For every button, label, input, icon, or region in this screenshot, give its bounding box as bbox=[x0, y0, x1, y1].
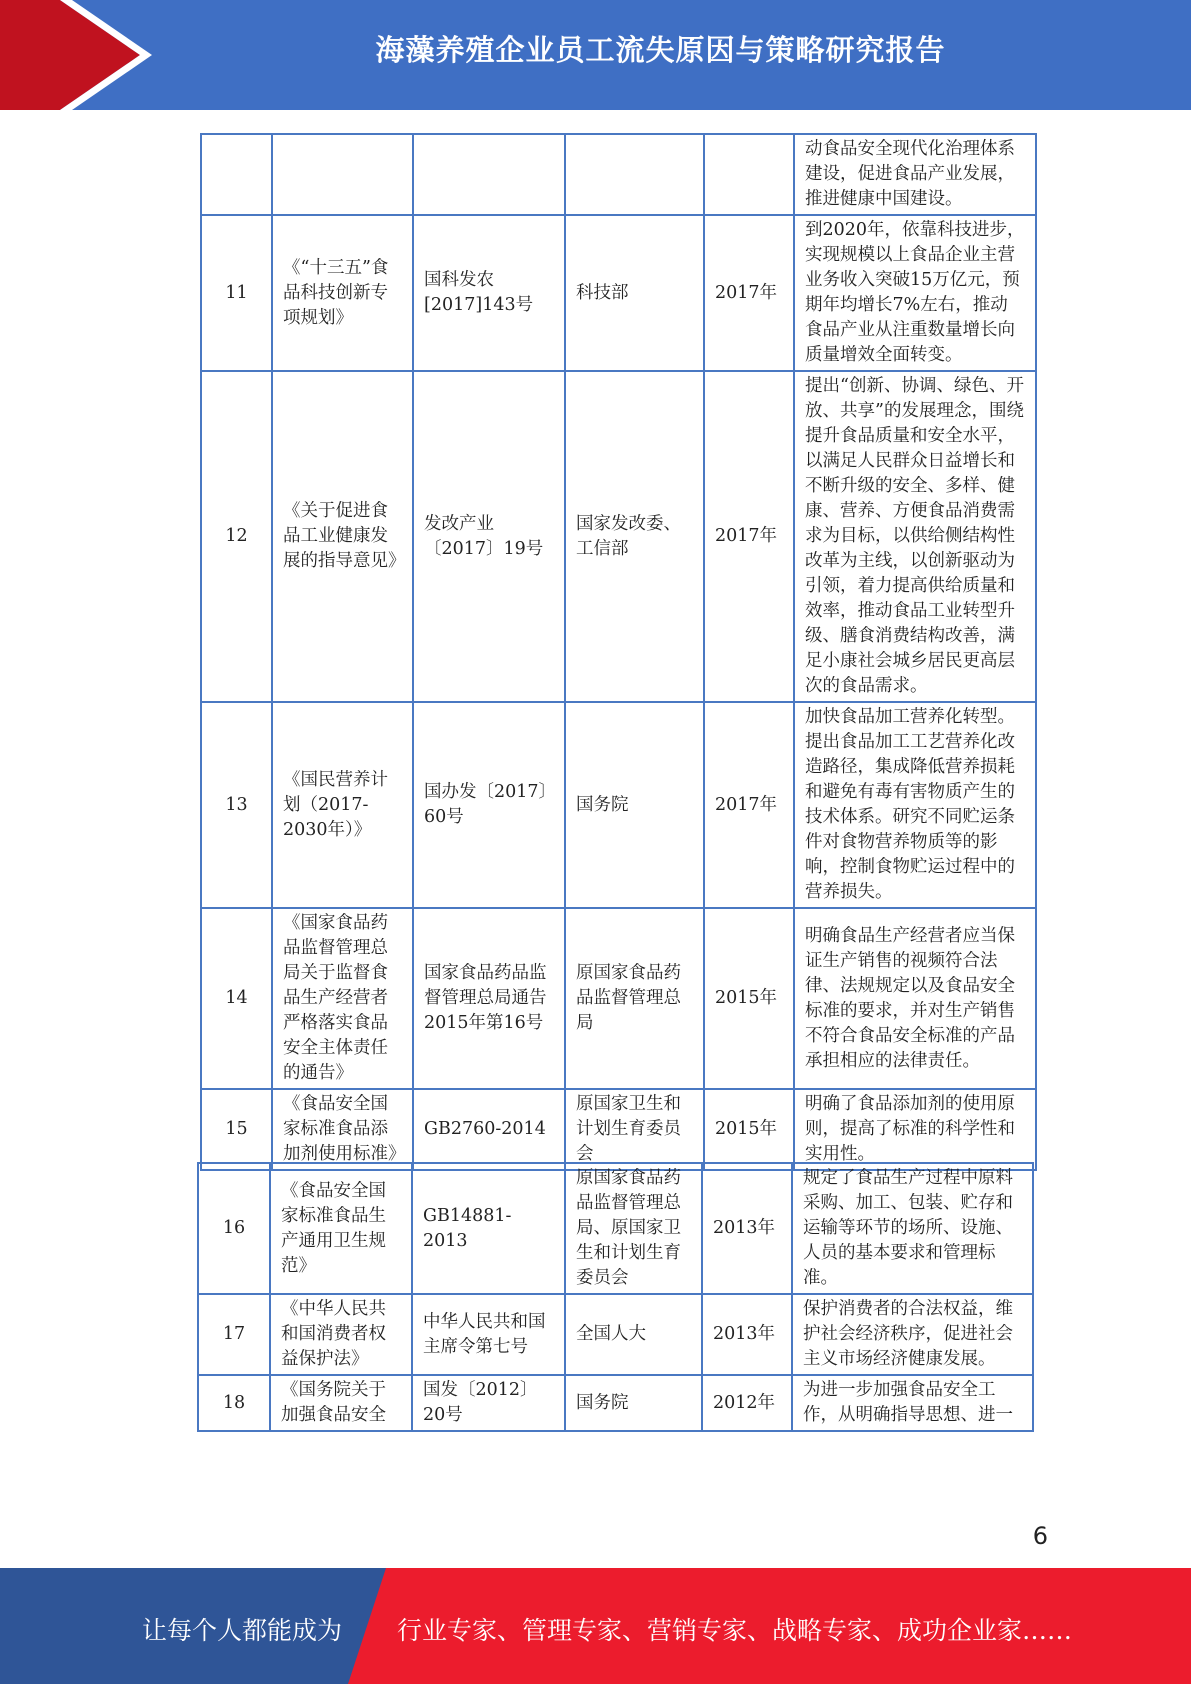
page-number: 6 bbox=[1032, 1522, 1048, 1550]
row-number: 11 bbox=[201, 215, 272, 371]
document-number: 国办发〔2017〕60号 bbox=[413, 702, 565, 908]
issue-year: 2017年 bbox=[704, 702, 794, 908]
issuing-authority: 国家发改委、工信部 bbox=[565, 371, 704, 702]
policy-content: 明确了食品添加剂的使用原则，提高了标准的科学性和实用性。 bbox=[794, 1089, 1036, 1170]
row-number: 18 bbox=[198, 1375, 270, 1431]
table-row bbox=[198, 1163, 1033, 1294]
policy-name: 《食品安全国家标准食品添加剂使用标准》 bbox=[272, 1089, 413, 1170]
policy-content: 到2020年，依靠科技进步，实现规模以上食品企业主营业务收入突破15万亿元，预期年均增长7%左右，推动食品产业从注重数量增长向质量增效全面转变。 bbox=[794, 215, 1036, 371]
policy-content: 规定了食品生产过程中原料采购、加工、包装、贮存和运输等环节的场所、设施、人员的基本要求和管理标准。 bbox=[792, 1163, 1033, 1294]
policy-name: 《国务院关于加强食品安全 bbox=[270, 1375, 412, 1431]
report-title: 海藻养殖企业员工流失原因与策略研究报告 bbox=[375, 33, 946, 67]
issue-year: 2012年 bbox=[702, 1375, 792, 1431]
document-number: 国家食品药品监督管理总局通告2015年第16号 bbox=[413, 908, 565, 1089]
issue-year: 2015年 bbox=[704, 908, 794, 1089]
row-number: 17 bbox=[198, 1294, 270, 1375]
document-number: 中华人民共和国主席令第七号 bbox=[412, 1294, 565, 1375]
policy-name bbox=[272, 134, 413, 215]
policy-name: 《中华人民共和国消费者权益保护法》 bbox=[270, 1294, 412, 1375]
policy-content: 明确食品生产经营者应当保证生产销售的视频符合法律、法规规定以及食品安全标准的要求，并对生产销售不符合食品安全标准的产品承担相应的法律责任。 bbox=[794, 908, 1036, 1089]
policy-content: 保护消费者的合法权益，维护社会经济秩序，促进社会主义市场经济健康发展。 bbox=[792, 1294, 1033, 1375]
policy-name: 《食品安全国家标准食品生产通用卫生规范》 bbox=[270, 1163, 412, 1294]
table-row bbox=[201, 702, 1036, 908]
table-row bbox=[201, 908, 1036, 1089]
row-number: 14 bbox=[201, 908, 272, 1089]
issuing-authority: 原国家卫生和计划生育委员会 bbox=[565, 1089, 704, 1170]
table-row bbox=[201, 371, 1036, 702]
row-number: 16 bbox=[198, 1163, 270, 1294]
document-number: 发改产业〔2017〕19号 bbox=[413, 371, 565, 702]
policy-name: 《关于促进食品工业健康发展的指导意见》 bbox=[272, 371, 413, 702]
chevron-arrow-decoration bbox=[0, 0, 160, 110]
issuing-authority: 原国家食品药品监督管理总局、原国家卫生和计划生育委员会 bbox=[565, 1163, 702, 1294]
document-number: 国发〔2012〕20号 bbox=[412, 1375, 565, 1431]
policy-table-1 bbox=[200, 133, 1037, 1171]
policy-content: 动食品安全现代化治理体系建设，促进食品产业发展，推进健康中国建设。 bbox=[794, 134, 1036, 215]
row-number bbox=[201, 134, 272, 215]
document-number bbox=[413, 134, 565, 215]
page-header bbox=[0, 0, 1191, 110]
issue-year: 2015年 bbox=[704, 1089, 794, 1170]
document-number: GB2760-2014 bbox=[413, 1089, 565, 1170]
table-row bbox=[198, 1375, 1033, 1431]
table-row bbox=[201, 134, 1036, 215]
table-row bbox=[198, 1294, 1033, 1375]
policy-content: 提出“创新、协调、绿色、开放、共享”的发展理念，围绕提升食品质量和安全水平，以满足人民群众日益增长和不断升级的安全、多样、健康、营养、方便食品消费需求为目标，以供给侧结构性改革为主线，以创新驱动为引领，着力提高供给质量和效率，推动食品工业转型升级、膳食消费结构改善，满足小康社会城乡居民更高层次的食品需求。 bbox=[794, 371, 1036, 702]
policy-content: 加快食品加工营养化转型。提出食品加工工艺营养化改造路径，集成降低营养损耗和避免有毒有害物质产生的技术体系。研究不同贮运条件对食物营养物质等的影响，控制食物贮运过程中的营养损失。 bbox=[794, 702, 1036, 908]
row-number: 12 bbox=[201, 371, 272, 702]
page-footer bbox=[0, 1568, 1191, 1684]
issue-year: 2013年 bbox=[702, 1294, 792, 1375]
issuing-authority: 国务院 bbox=[565, 702, 704, 908]
issue-year: 2013年 bbox=[702, 1163, 792, 1294]
document-number: GB14881-2013 bbox=[412, 1163, 565, 1294]
issuing-authority: 全国人大 bbox=[565, 1294, 702, 1375]
issuing-authority: 科技部 bbox=[565, 215, 704, 371]
footer-slogan-right: 行业专家、管理专家、营销专家、战略专家、成功企业家…… bbox=[397, 1616, 1073, 1645]
row-number: 15 bbox=[201, 1089, 272, 1170]
issue-year: 2017年 bbox=[704, 215, 794, 371]
table-row bbox=[201, 1089, 1036, 1170]
issue-year bbox=[704, 134, 794, 215]
issuing-authority: 国务院 bbox=[565, 1375, 702, 1431]
issuing-authority bbox=[565, 134, 704, 215]
table-row bbox=[201, 215, 1036, 371]
issuing-authority: 原国家食品药品监督管理总局 bbox=[565, 908, 704, 1089]
footer-slogan-left: 让每个人都能成为 bbox=[142, 1616, 343, 1645]
issue-year: 2017年 bbox=[704, 371, 794, 702]
policy-name: 《“十三五”食品科技创新专项规划》 bbox=[272, 215, 413, 371]
policy-table-2 bbox=[197, 1162, 1034, 1432]
policy-name: 《国家食品药品监督管理总局关于监督食品生产经营者严格落实食品安全主体责任的通告》 bbox=[272, 908, 413, 1089]
row-number: 13 bbox=[201, 702, 272, 908]
policy-name: 《国民营养计划（2017-2030年）》 bbox=[272, 702, 413, 908]
policy-content: 为进一步加强食品安全工作，从明确指导思想、进一 bbox=[792, 1375, 1033, 1431]
document-number: 国科发农[2017]143号 bbox=[413, 215, 565, 371]
